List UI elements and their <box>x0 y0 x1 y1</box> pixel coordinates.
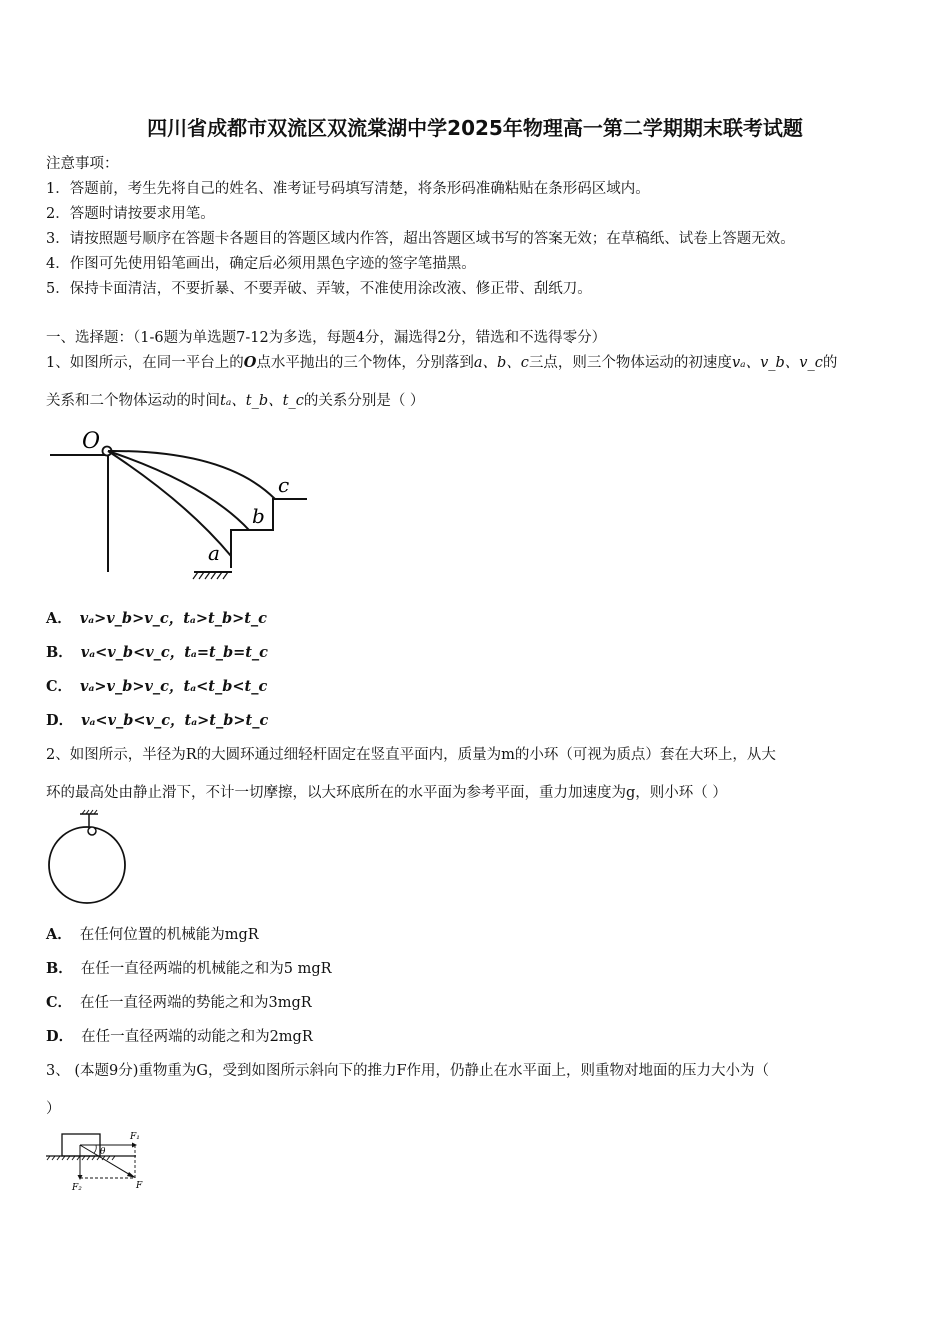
q1-velocities: vₐ、v_b、v_c <box>731 355 823 371</box>
label-theta: θ <box>100 1147 106 1157</box>
q2-option-b-label: B． <box>46 960 73 977</box>
q1-text-5: 关系和二个物体运动的时间 <box>46 393 220 409</box>
q2-option-d-text: 在任一直径两端的动能之和为2mgR <box>81 1029 313 1045</box>
q1-option-b-label: B． <box>46 644 73 661</box>
label-c: c <box>278 473 290 497</box>
label-a: a <box>208 541 220 565</box>
q1-line-2 <box>46 389 424 410</box>
q1-option-a-text: vₐ>v_b>v_c，tₐ>t_b>t_c <box>79 610 268 627</box>
q1-text-3: 三点，则三个物体运动的初速度 <box>528 355 732 371</box>
q2-option-b[interactable] <box>46 957 332 978</box>
big-ring <box>49 827 125 903</box>
small-ring <box>88 827 96 835</box>
q1-projectile-figure <box>46 422 316 582</box>
q2-line-2: 环的最高处由静止滑下，不计一切摩擦，以大环底所在的水平面为参考平面，重力加速度为g，则小环（ ） <box>46 785 727 801</box>
q1-option-b-text: vₐ<v_b<v_c，tₐ=t_b=t_c <box>80 644 269 661</box>
q1-text-6: 的关系分别是（ ） <box>303 393 425 409</box>
label-b: b <box>252 504 265 528</box>
notice-heading: 注意事项： <box>46 156 119 172</box>
q1-option-a-label: A． <box>46 610 72 627</box>
q1-option-b[interactable] <box>46 641 268 662</box>
notice-item-5: 5．保持卡面清洁，不要折暴、不要弄破、弄皱，不准使用涂改液、修正带、刮纸刀。 <box>46 281 592 297</box>
q1-option-d-label: D． <box>46 712 74 729</box>
q2-option-a-label: A． <box>46 926 72 943</box>
q1-line-1 <box>46 351 837 372</box>
q3-force-figure <box>44 1128 154 1198</box>
q1-points: a、b、c <box>473 355 529 371</box>
ground-hatch <box>193 572 228 579</box>
exam-title: 四川省成都市双流区双流棠湖中学2025年物理高一第二学期期末联考试题 <box>147 116 803 140</box>
stair-steps <box>231 499 307 568</box>
q2-option-d-label: D． <box>46 1028 74 1045</box>
q1-option-d[interactable] <box>46 709 268 730</box>
trajectory-c <box>108 451 275 499</box>
q1-option-c-label: C． <box>46 678 73 695</box>
notice-item-2: 2．答题时请按要求用笔。 <box>46 206 215 222</box>
q2-option-c-label: C． <box>46 994 73 1011</box>
label-f: F <box>136 1181 143 1191</box>
q2-option-a[interactable] <box>46 923 259 944</box>
q1-point-o: O <box>243 354 257 371</box>
section-heading: 一、选择题：（1-6题为单选题7-12为多选，每题4分，漏选得2分，错选和不选得零分） <box>46 330 607 346</box>
q2-option-a-text: 在任何位置的机械能为mgR <box>79 927 259 943</box>
label-o: O <box>82 429 101 454</box>
q1-option-c[interactable] <box>46 675 267 696</box>
q1-option-a[interactable] <box>46 607 267 628</box>
q1-option-c-text: vₐ>v_b>v_c，tₐ<t_b<t_c <box>80 678 268 695</box>
notice-item-3: 3．请按照题号顺序在答题卡各题目的答题区域内作答，超出答题区域书写的答案无效；在草稿纸、试卷上答题无效。 <box>46 231 795 247</box>
q1-text-4: 的 <box>822 355 838 371</box>
force-f1-head <box>132 1143 137 1148</box>
q2-ring-figure <box>44 810 134 910</box>
trajectory-b <box>108 451 249 530</box>
q1-times: tₐ、t_b、t_c <box>220 393 304 409</box>
q3-line-2: ） <box>46 1101 61 1117</box>
q2-line-1: 2、如图所示，半径为R的大圆环通过细轻杆固定在竖直平面内，质量为m的小环（可视为质点）套在大环上，从大 <box>46 747 776 763</box>
label-f1: F₁ <box>130 1132 140 1142</box>
force-f-arrow <box>80 1145 132 1176</box>
q2-option-b-text: 在任一直径两端的机械能之和为5 mgR <box>80 961 332 977</box>
q1-text-1: 1、如图所示，在同一平台上的 <box>46 355 244 371</box>
q2-option-d[interactable] <box>46 1025 313 1046</box>
q1-option-d-text: vₐ<v_b<v_c，tₐ>t_b>t_c <box>81 712 269 729</box>
q2-option-c[interactable] <box>46 991 312 1012</box>
notice-item-4: 4．作图可先使用铅笔画出，确定后必须用黑色字迹的签字笔描黑。 <box>46 256 476 272</box>
label-f2: F₂ <box>72 1183 82 1193</box>
notice-item-1: 1．答题前，考生先将自己的姓名、准考证号码填写清楚，将条形码准确粘贴在条形码区域内。 <box>46 181 650 197</box>
force-f2-head <box>78 1175 83 1180</box>
q2-option-c-text: 在任一直径两端的势能之和为3mgR <box>80 995 312 1011</box>
q1-text-2: 点水平抛出的三个物体，分别落到 <box>256 355 474 371</box>
q3-line-1: 3、 (本题9分)重物重为G，受到如图所示斜向下的推力F作用，仍静止在水平面上，则重物对地面的压力大小为（ <box>46 1063 770 1079</box>
